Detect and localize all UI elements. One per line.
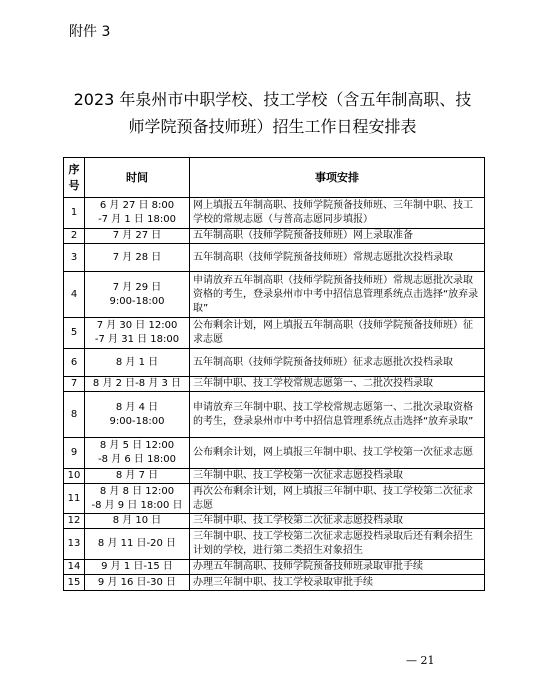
row-time: 7 月 29 日 9:00-18:00 <box>85 272 190 318</box>
header-item: 事项安排 <box>190 158 485 198</box>
row-time: 8 月 2 日-8 月 3 日 <box>85 377 190 392</box>
row-item: 办理三年制中职、技工学校录取审批手续 <box>190 575 485 591</box>
row-item: 五年制高职（技师学院预备技师班）常规志愿批次投档录取 <box>190 244 485 272</box>
table-row <box>64 575 485 591</box>
table-row <box>64 484 485 514</box>
table-header-row <box>64 158 485 198</box>
row-item: 办理五年制高职、技师学院预备技师班录取审批手续 <box>190 560 485 575</box>
page-title-line-1: 2023 年泉州市中职学校、技工学校（含五年制高职、技 <box>73 90 472 109</box>
table-row <box>64 272 485 318</box>
header-time: 时间 <box>85 158 190 198</box>
table-row <box>64 198 485 229</box>
row-time: 8 月 4 日 9:00-18:00 <box>85 392 190 438</box>
header-no: 序号 <box>64 158 85 198</box>
row-number: 6 <box>64 349 85 377</box>
table-row <box>64 438 485 469</box>
row-number: 4 <box>64 272 85 318</box>
row-item: 申请放弃五年制高职（技师学院预备技师班）常规志愿批次录取资格的考生，登录泉州市中考中招信息管理系统点击选择“放弃录取” <box>190 272 485 318</box>
row-number: 2 <box>64 229 85 244</box>
row-number: 1 <box>64 198 85 229</box>
row-item: 五年制高职（技师学院预备技师班）网上录取准备 <box>190 229 485 244</box>
row-number: 14 <box>64 560 85 575</box>
page-title-line-2: 师学院预备技师班）招生工作日程安排表 <box>128 117 417 136</box>
row-time: 6 月 27 日 8:00 -7 月 1 日 18:00 <box>85 198 190 229</box>
page-number: — 21 <box>406 654 435 667</box>
row-time: 8 月 8 日 12:00 -8 月 9 日 18:00 日 <box>85 484 190 514</box>
table-row <box>64 469 485 484</box>
attachment-label: 附件 3 <box>69 24 111 40</box>
row-number: 8 <box>64 392 85 438</box>
row-item: 三年制中职、技工学校第二次征求志愿投档录取后还有剩余招生计划的学校，进行第二类招生对象招生 <box>190 529 485 560</box>
row-time: 9 月 16 日-30 日 <box>85 575 190 591</box>
row-item: 三年制中职、技工学校常规志愿第一、二批次投档录取 <box>190 377 485 392</box>
row-time: 8 月 7 日 <box>85 469 190 484</box>
row-number: 5 <box>64 318 85 349</box>
row-item: 再次公布剩余计划，网上填报三年制中职、技工学校第二次征求志愿 <box>190 484 485 514</box>
table-row <box>64 560 485 575</box>
table-row <box>64 514 485 529</box>
row-number: 10 <box>64 469 85 484</box>
row-number: 13 <box>64 529 85 560</box>
row-item: 公布剩余计划，网上填报五年制高职（技师学院预备技师班）征求志愿 <box>190 318 485 349</box>
row-time: 9 月 1 日-15 日 <box>85 560 190 575</box>
row-number: 12 <box>64 514 85 529</box>
row-number: 9 <box>64 438 85 469</box>
row-time: 8 月 5 日 12:00 -8 月 6 日 18:00 <box>85 438 190 469</box>
row-number: 15 <box>64 575 85 591</box>
row-time: 8 月 1 日 <box>85 349 190 377</box>
row-item: 公布剩余计划，网上填报三年制中职、技工学校第一次征求志愿 <box>190 438 485 469</box>
row-time: 8 月 11 日-20 日 <box>85 529 190 560</box>
schedule-table <box>63 157 485 591</box>
row-item: 网上填报五年制高职、技师学院预备技师班、三年制中职、技工学校的常规志愿（与普高志愿同步填报） <box>190 198 485 229</box>
table-row <box>64 318 485 349</box>
row-time: 7 月 30 日 12:00 -7 月 31 日 18:00 <box>85 318 190 349</box>
row-time: 7 月 28 日 <box>85 244 190 272</box>
row-item: 三年制中职、技工学校第一次征求志愿投档录取 <box>190 469 485 484</box>
row-item: 申请放弃三年制中职、技工学校常规志愿第一、二批次录取资格的考生，登录泉州市中考中招信息管理系统点击选择“放弃录取” <box>190 392 485 438</box>
table-row <box>64 529 485 560</box>
row-number: 11 <box>64 484 85 514</box>
table-row <box>64 392 485 438</box>
row-number: 7 <box>64 377 85 392</box>
table-row <box>64 349 485 377</box>
row-item: 三年制中职、技工学校第二次征求志愿投档录取 <box>190 514 485 529</box>
table-row <box>64 244 485 272</box>
table-row <box>64 229 485 244</box>
row-time: 8 月 10 日 <box>85 514 190 529</box>
table-row <box>64 377 485 392</box>
row-item: 五年制高职（技师学院预备技师班）征求志愿批次投档录取 <box>190 349 485 377</box>
row-number: 3 <box>64 244 85 272</box>
row-time: 7 月 27 日 <box>85 229 190 244</box>
